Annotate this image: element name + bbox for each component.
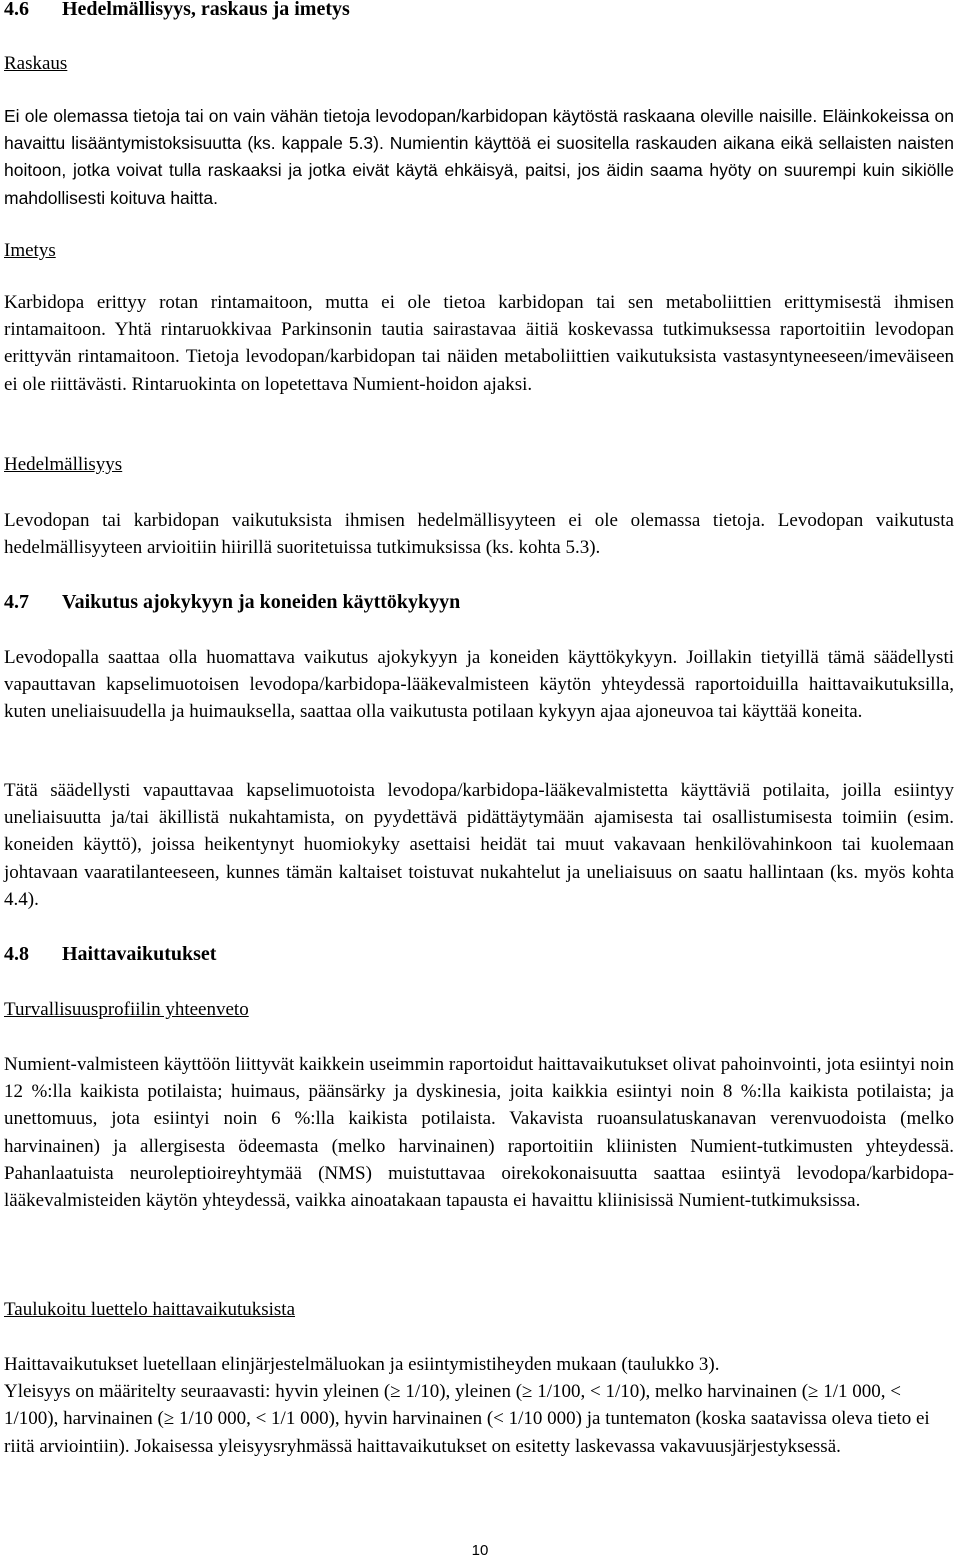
subheading-turvallisuusprofiili: Turvallisuusprofiilin yhteenveto <box>4 999 249 1020</box>
section-title: Vaikutus ajokykyyn ja koneiden käyttökykyyn <box>62 591 461 613</box>
paragraph-hedelmallisyys: Levodopan tai karbidopan vaikutuksista ihmisen hedelmällisyyteen ei ole olemassa tietoja. Levodopan vaikutusta hedelmällisyyteen arvioitiin hiirillä suoritetuissa tutkimuksissa (ks. kohta 5.3). <box>4 510 954 559</box>
section-number: 4.6 <box>4 0 29 20</box>
paragraph-ajokyky-2: Tätä säädellysti vapauttavaa kapselimuotoista levodopa/karbidopa-lääkevalmistetta käyttäviä potilaita, joilla esiintyy uneliaisuutta ja/tai äkillistä nukahtamista, on pyydettävä pidättäytymään ajamisesta tai osallistumisesta toimiin (esim. koneiden käyttö), joissa heikentynyt huomiokyky asettaisi heidät tai muut vakavaan henkilövahinkoon tai kuolemaan johtavaan vaaratilanteeseen, kunnes tämän kaltaiset toistuvat nukahtelut ja uneliaisuus on saatu hallintaan (ks. myös kohta 4.4). <box>4 780 954 910</box>
section-title: Hedelmällisyys, raskaus ja imetys <box>62 0 350 20</box>
section-title: Haittavaikutukset <box>62 943 217 965</box>
subheading-hedelmallisyys: Hedelmällisyys <box>4 454 123 475</box>
paragraph-ajokyky-1: Levodopalla saattaa olla huomattava vaikutus ajokykyyn ja koneiden käyttökykyyn. Joillakin tietyillä tämä säädellysti vapauttavan kapselimuotoisen levodopa/karbidopa-lääkevalmisteen käytön yhteydessä raportoiduilla haittavaikutuksilla, kuten uneliaisuudella ja huimauksella, saattaa olla vaikutusta potilaan kykyyn ajaa ajoneuvoa tai käyttää koneita. <box>4 647 954 723</box>
section-heading-4-8 <box>4 941 954 968</box>
section-number: 4.7 <box>4 591 29 613</box>
paragraph-taulukoitu-line1: Haittavaikutukset luetellaan elinjärjestelmäluokan ja esiintymistiheyden mukaan (taulukko 3). <box>4 1354 720 1375</box>
section-number: 4.8 <box>4 943 29 965</box>
paragraph-taulukoitu-rest: Yleisyys on määritelty seuraavasti: hyvin yleinen (≥ 1/10), yleinen (≥ 1/100, < 1/10), melko harvinainen (≥ 1/1 000, < 1/100), harvinainen (≥ 1/10 000, < 1/1 000), hyvin harvinainen (< 1/10 000) ja tuntematon (koska saatavissa oleva tieto ei riitä arviointiin). Jokaisessa yleisyysryhmässä haittavaikutukset on esitetty laskevassa vakavuusjärjestyksessä. <box>4 1381 930 1457</box>
section-heading-4-7 <box>4 589 954 616</box>
paragraph-turvallisuusprofiili: Numient-valmisteen käyttöön liittyvät kaikkein useimmin raportoidut haittavaikutukset olivat pahoinvointi, jota esiintyi noin 12 %:lla kaikista potilaista; huimaus, päänsärky ja dyskinesia, joita kaikkia esiintyi noin 8 %:lla kaikista potilaista; ja unettomuus, jota esiintyi noin 6 %:lla kaikista potilaista. Vakavista ruoansulatuskanavan verenvuodoista (melko harvinainen) ja allergisesta ödeemasta (melko harvinainen) raportoitiin kliinisten Numient-tutkimusten yhteydessä. Pahanlaatuista neuroleptioireyhtymää (NMS) muistuttavaa oirekokonaisuutta saattaa esiintyä levodopa/karbidopa-lääkevalmisteiden käytön yhteydessä, vaikka ainoatakaan tapausta ei havaittu kliinisissä Numient-tutkimuksissa. <box>4 1054 954 1212</box>
paragraph-raskaus <box>4 103 954 212</box>
section-heading-4-6 <box>4 0 954 23</box>
paragraph-taulukoitu-luettelo <box>4 1351 954 1460</box>
page-number: 10 <box>471 1542 489 1559</box>
subheading-raskaus: Raskaus <box>4 53 68 74</box>
subheading-imetys: Imetys <box>4 240 56 261</box>
paragraph-imetys: Karbidopa erittyy rotan rintamaitoon, mutta ei ole tietoa karbidopan tai sen metaboliittien erittymisestä ihmisen rintamaitoon. Yhtä rintaruokkivaa Parkinsonin tautia sairastavaa äitiä koskevassa tutkimuksessa raportoitiin levodopan erittyvän rintamaitoon. Tietoja levodopan/karbidopan tai näiden metaboliittien vaikutuksista vastasyntyneeseen/imeväiseen ei ole riittävästi. Rintaruokinta on lopetettava Numient-hoidon ajaksi. <box>4 292 954 395</box>
paragraph-raskaus-part1: Ei ole olemassa tietoja tai on vain vähän tietoja levodopan/karbidopan käytöstä raskaana oleville naisille. Eläinkokeissa on havaittu lisääntymistoksisuutta (ks. kappale 5.3). <box>4 106 954 154</box>
paragraph-raskaus-part2: Numientin käyttöä ei suositella raskauden aikana eikä sellaisten naisten hoitoon, jotka voivat tulla raskaaksi ja jotka eivät käytä ehkäisyä, paitsi, jos äidin saama hyöty on suurempi kuin sikiölle mahdollisesti koituva haitta. <box>4 133 954 208</box>
subheading-taulukoitu-luettelo: Taulukoitu luettelo haittavaikutuksista <box>4 1299 296 1320</box>
